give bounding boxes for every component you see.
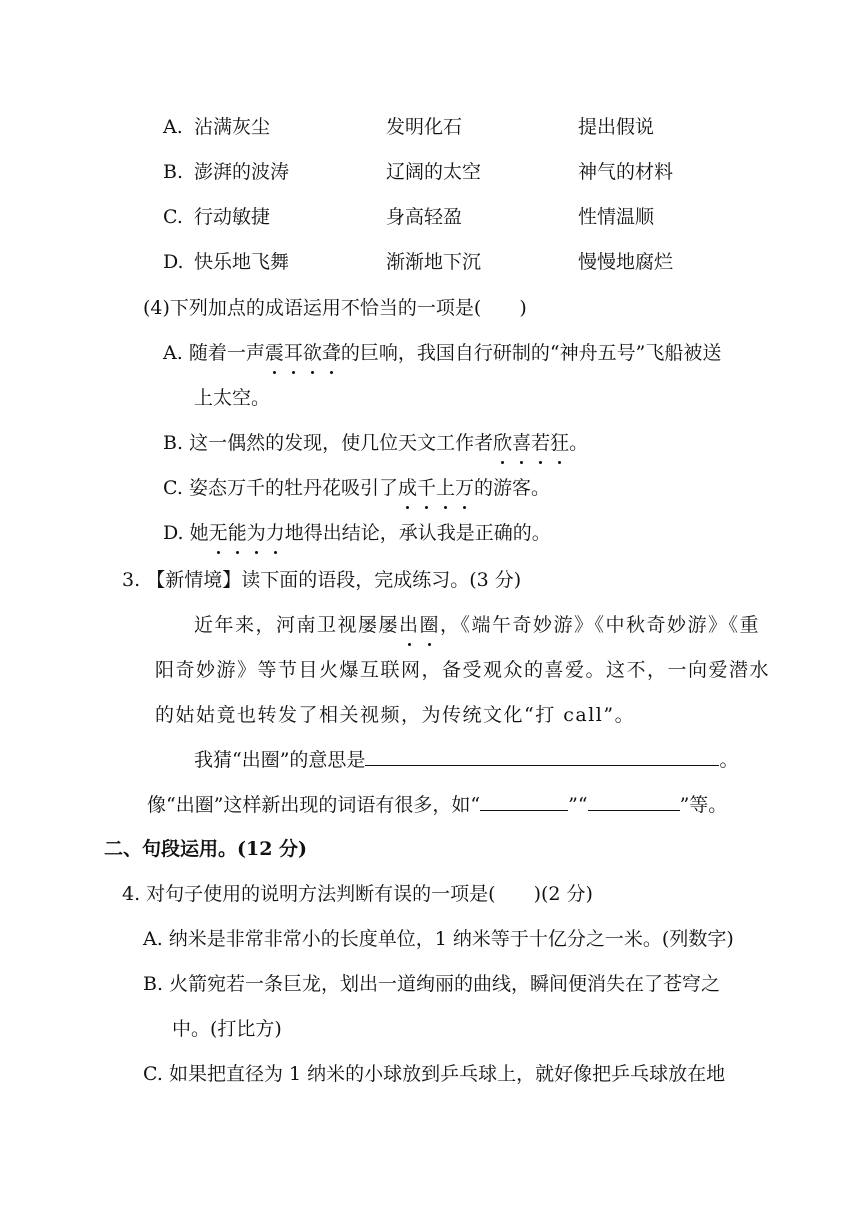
word-cell: 行动敏捷 [194, 206, 271, 228]
dotted-word [399, 614, 440, 636]
answer-blank[interactable] [365, 745, 719, 766]
emphasis-char: 欣 [493, 429, 512, 457]
option-label-c: C. [163, 206, 183, 228]
emphasis-char: 出 [399, 611, 420, 639]
section-2-title: 二、句段运用。(12 分) [104, 838, 308, 860]
dotted-idiom [398, 477, 474, 499]
word-cell: 提出假说 [578, 116, 655, 138]
emphasis-char: 欲 [303, 339, 322, 367]
q4-option-b-continued: 中。(打比方) [172, 1018, 282, 1040]
word-cell: 澎湃的波涛 [194, 161, 290, 183]
q4-option-b: B. 火箭宛若一条巨龙，划出一道绚丽的曲线，瞬间便消失在了苍穹之 [143, 973, 721, 995]
word-cell: 辽阔的太空 [386, 161, 482, 183]
question-number: 3. [122, 569, 141, 591]
word-cell: 神气的材料 [578, 161, 674, 183]
emphasis-char: 上 [436, 474, 455, 502]
option-label-a: A. [163, 116, 183, 138]
fill-prompt: 像“出圈”这样新出现的词语有很多，如“ [147, 794, 481, 816]
option-text-post: 地得出结论，承认我是正确的。 [284, 522, 551, 544]
option-label-d: D. [163, 251, 184, 273]
question-3-instruction: 【新情境】读下面的语段，完成练习。(3 分) [146, 569, 522, 591]
emphasis-char: 震 [265, 339, 284, 367]
q4-option-a: A. 纳米是非常非常小的长度单位，1 纳米等于十亿分之一米。(列数字) [143, 928, 734, 950]
dotted-idiom [265, 342, 341, 364]
passage-line-2: 阳奇妙游》等节目火爆互联网，备受观众的喜爱。这不，一向爱潜水 [155, 659, 771, 681]
option-label: D. [163, 522, 184, 544]
option-label: C. [163, 477, 183, 499]
q2-4-option-d [163, 519, 551, 547]
answer-blank[interactable] [588, 790, 680, 811]
fill-in-line-1 [194, 745, 738, 774]
emphasis-char: 万 [455, 474, 474, 502]
option-text-pre: 这一偶然的发现，使几位天文工作者 [189, 432, 494, 454]
dotted-idiom [209, 522, 285, 544]
option-text-post: 的巨响，我国自行研制的“神舟五号”飞船被送 [340, 342, 722, 364]
q4-option-c: C. 如果把直径为 1 纳米的小球放到乒乓球上，就好像把乒乓球放在地 [143, 1063, 726, 1085]
dotted-idiom [493, 432, 569, 454]
word-cell: 身高轻盈 [386, 206, 463, 228]
emphasis-char: 力 [266, 519, 285, 547]
option-text-post: 的游客。 [474, 477, 551, 499]
option-label: A. [163, 342, 183, 364]
fill-in-line-2 [147, 790, 727, 819]
passage-text: ，《端午奇妙游》《中秋奇妙游》《重 [440, 614, 761, 636]
emphasis-char: 狂 [550, 429, 569, 457]
option-text-post: 。 [569, 432, 589, 454]
word-cell: 快乐地飞舞 [194, 251, 290, 273]
word-cell: 沾满灰尘 [194, 116, 271, 138]
question-2-4-stem: (4)下列加点的成语运用不恰当的一项是( ) [143, 297, 527, 319]
question-4-stem: 4. 对句子使用的说明方法判断有误的一项是( )(2 分) [122, 883, 593, 905]
word-cell: 性情温顺 [578, 206, 655, 228]
option-label-b: B. [163, 161, 184, 183]
question-3-heading [122, 566, 521, 594]
word-cell: 渐渐地下沉 [386, 251, 482, 273]
emphasis-char: 喜 [512, 429, 531, 457]
emphasis-char: 能 [228, 519, 247, 547]
word-cell: 发明化石 [386, 116, 463, 138]
fill-end: ”等。 [679, 794, 728, 816]
emphasis-char: 耳 [284, 339, 303, 367]
word-cell: 慢慢地腐烂 [578, 251, 674, 273]
emphasis-char: 千 [417, 474, 436, 502]
emphasis-char: 若 [531, 429, 550, 457]
emphasis-char: 聋 [322, 339, 341, 367]
emphasis-char: 成 [398, 474, 417, 502]
q2-4-option-c [163, 474, 550, 502]
option-text-pre: 随着一声 [188, 342, 265, 364]
option-text-pre: 姿态万千的牡丹花吸引了 [188, 477, 398, 499]
q2-4-option-a [163, 339, 721, 367]
q2-4-option-a-continued: 上太空。 [194, 387, 271, 409]
fill-end: 。 [719, 749, 739, 771]
fill-prompt: 我猜“出圈”的意思是 [194, 749, 366, 771]
emphasis-char: 圈 [420, 611, 441, 639]
passage-text: 近年来，河南卫视屡屡 [194, 614, 400, 636]
option-label: B. [163, 432, 184, 454]
q2-4-option-b [163, 429, 588, 457]
passage-line-1 [194, 611, 760, 639]
emphasis-char: 为 [247, 519, 266, 547]
emphasis-char: 无 [209, 519, 228, 547]
answer-blank[interactable] [480, 790, 568, 811]
option-text-pre: 她 [189, 522, 209, 544]
fill-sep: ”“ [568, 794, 588, 816]
passage-line-3: 的姑姑竟也转发了相关视频，为传统文化“打 call”。 [155, 704, 636, 726]
